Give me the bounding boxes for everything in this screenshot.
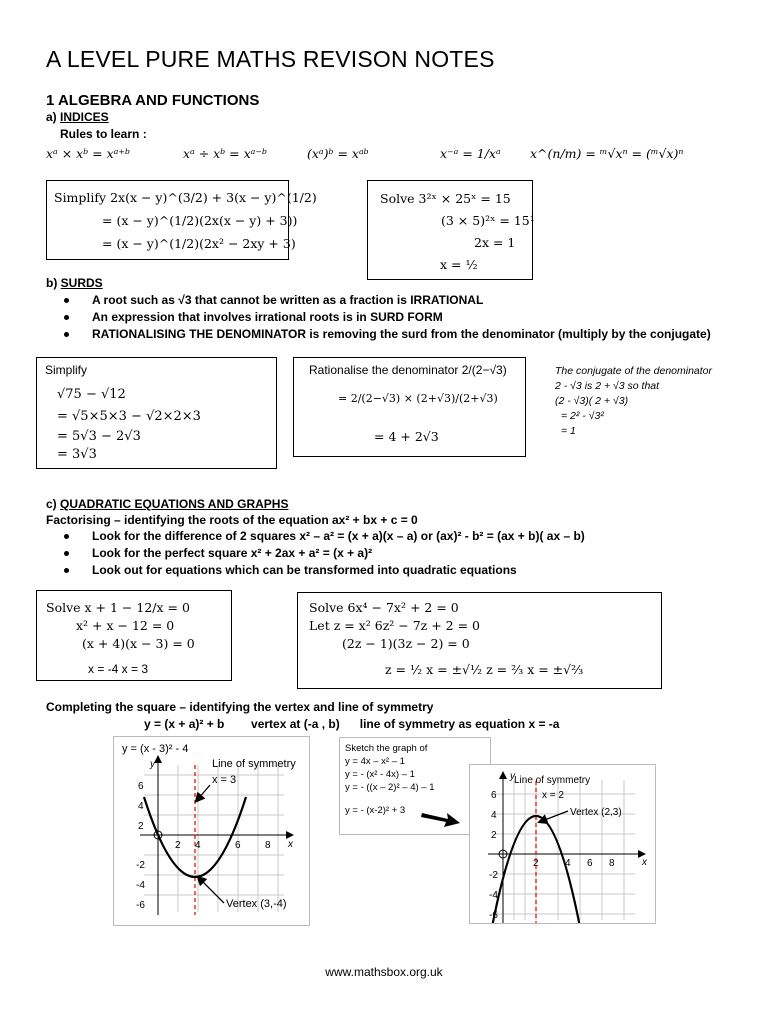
- graph2-vertex-label: Vertex (2,3): [570, 807, 622, 818]
- footer-url: www.mathsbox.org.uk: [325, 965, 443, 979]
- graph1-xtick: 2: [175, 840, 181, 851]
- surds-bullet: RATIONALISING THE DENOMINATOR is removing the surd from the denominator (multiply by the conjugate): [64, 326, 711, 343]
- surds-bullet: A root such as √3 that cannot be written as a fraction is IRRATIONAL: [64, 292, 711, 309]
- graph2-svg: [470, 765, 655, 923]
- graph1-arrow: [198, 785, 210, 799]
- surds-ex1-line4: = 5√3 − 2√3: [57, 429, 141, 444]
- quad-ex2-line4: z = ½ x = ±√½ z = ⅔ x = ±√⅔: [385, 662, 584, 677]
- graph1-ytick: 6: [138, 781, 144, 792]
- graph2-x-label: x: [642, 857, 647, 868]
- indices-ex2-line1: Solve 3²ˣ × 25ˣ = 15: [380, 191, 511, 206]
- graph1-grid: [144, 765, 284, 912]
- quadratics-bullet: Look for the difference of 2 squares x² – a² = (x + a)(x – a) or (ax)² - b² = (ax + b)( ax – b): [64, 528, 585, 545]
- surds-ex1-line1: Simplify: [45, 363, 88, 377]
- quad-ex1-line3: (x + 4)(x − 3) = 0: [82, 636, 195, 651]
- factorising-line: Factorising – identifying the roots of the equation ax² + bx + c = 0: [46, 513, 418, 527]
- surds-ex1-line3: = √5×5×3 − √2×2×3: [57, 409, 201, 424]
- graph2-xtick: 2: [533, 858, 539, 869]
- graph2-y-label: y: [510, 771, 515, 782]
- graph1-ytick: -6: [136, 900, 145, 911]
- graph-vertex-min: [113, 736, 310, 926]
- quadratics-heading: c) QUADRATIC EQUATIONS AND GRAPHS: [46, 497, 289, 511]
- graph1-x-label: x: [288, 839, 293, 850]
- conjugate-note: The conjugate of the denominator 2 - √3 is 2 + √3 so that (2 - √3)( 2 + √3) = 2² - √3² = 1: [555, 365, 713, 437]
- graph1-ytick: -2: [136, 860, 145, 871]
- graph2-grid: [492, 780, 635, 920]
- graph2-ytick: -4: [489, 890, 498, 901]
- graph2-ytick: -2: [489, 870, 498, 881]
- sketch-line: y = - ((x – 2)² – 4) – 1: [345, 782, 435, 793]
- indices-ex1-line1: Simplify 2x(x − y)^(3/2) + 3(x − y)^(1/2): [54, 190, 317, 205]
- quad-ex2-line1: Solve 6x⁴ − 7x² + 2 = 0: [309, 600, 459, 615]
- indices-ex1-line3: = (x − y)^(1/2)(2x² − 2xy + 3): [102, 236, 296, 251]
- surds-ex1-line2: √75 − √12: [57, 387, 126, 402]
- graph2-ytick: 2: [491, 830, 497, 841]
- completing-square-line: Completing the square – identifying the vertex and line of symmetry: [46, 700, 434, 714]
- graph2-symmetry-label: Line of symmetry: [514, 775, 591, 786]
- quad-ex2-line2: Let z = x² 6z² − 7z + 2 = 0: [309, 618, 480, 633]
- index-rule-fractional: x^(n/m) = ᵐ√xⁿ = (ᵐ√x)ⁿ: [530, 146, 684, 161]
- graph1-vertex-arrow: [200, 879, 224, 903]
- graph1-svg: [114, 737, 309, 925]
- graph2-x-equals: x = 2: [542, 790, 564, 801]
- indices-ex2-line2: (3 × 5)²ˣ = 15¹: [441, 213, 535, 228]
- sketch-line: y = - (x² - 4x) – 1: [345, 769, 415, 780]
- page-title: A LEVEL PURE MATHS REVISON NOTES: [46, 46, 495, 72]
- graph2-xtick: 8: [609, 858, 615, 869]
- graph2-xtick: 6: [587, 858, 593, 869]
- indices-ex2-line3: 2x = 1: [474, 235, 516, 250]
- surds-bullet: An expression that involves irrational roots is in SURD FORM: [64, 309, 711, 326]
- graph1-ytick: 4: [138, 801, 144, 812]
- surds-heading: b) SURDS: [46, 276, 103, 290]
- graph-vertex-max: [469, 764, 656, 924]
- surds-bullet-list: [64, 292, 711, 343]
- graph1-ytick: 2: [138, 821, 144, 832]
- quadratics-bullet: Look out for equations which can be transformed into quadratic equations: [64, 562, 585, 579]
- quad-ex1-line2: x² + x − 12 = 0: [76, 618, 175, 633]
- graph1-xtick: 8: [265, 840, 271, 851]
- indices-heading: a) INDICES: [46, 110, 109, 124]
- sketch-arrow-icon: [420, 805, 462, 829]
- graph1-xtick: 6: [235, 840, 241, 851]
- quad-ex2-line3: (2z − 1)(3z − 2) = 0: [342, 636, 470, 651]
- quad-ex1-line1: Solve x + 1 − 12/x = 0: [46, 600, 190, 615]
- sketch-line: y = - (x-2)² + 3: [345, 805, 406, 816]
- quadratics-bullet: Look for the perfect square x² + 2ax + a² = (x + a)²: [64, 545, 585, 562]
- rules-label: Rules to learn :: [60, 127, 147, 141]
- section-heading-algebra: 1 ALGEBRA AND FUNCTIONS: [46, 92, 260, 109]
- index-rule-power: (xᵃ)ᵇ = xᵃᵇ: [307, 146, 369, 161]
- graph1-ytick: -4: [136, 880, 145, 891]
- surds-ex2-line2: = 2/(2−√3) × (2+√3)/(2+√3): [338, 392, 498, 405]
- indices-ex1-line2: = (x − y)^(1/2)(2x(x − y) + 3)): [102, 213, 298, 228]
- graph1-x-equals: x = 3: [212, 774, 237, 786]
- indices-ex2-line4: x = ½: [440, 257, 478, 272]
- graph2-ytick: -6: [489, 910, 498, 921]
- graph2-ytick: 4: [491, 810, 497, 821]
- surds-ex2-line3: = 4 + 2√3: [374, 429, 439, 444]
- graph1-title: y = (x - 3)² - 4: [122, 743, 189, 755]
- sketch-line: Sketch the graph of: [345, 743, 428, 754]
- graph2-xtick: 4: [565, 858, 571, 869]
- surds-ex2-line1: Rationalise the denominator 2/(2−√3): [309, 363, 507, 377]
- index-rule-negative: x⁻ᵃ = 1/xᵃ: [440, 146, 501, 161]
- sketch-line: y = 4x – x² – 1: [345, 756, 405, 767]
- index-rule-multiply: xᵃ × xᵇ = xᵃ⁺ᵇ: [46, 146, 130, 161]
- graph1-y-label: y: [150, 759, 155, 770]
- surds-ex1-line5: = 3√3: [57, 447, 97, 462]
- graph1-vertex-label: Vertex (3,-4): [226, 898, 287, 910]
- completing-square-formula: y = (x + a)² + b vertex at (-a , b) line of symmetry as equation x = -a: [144, 717, 560, 731]
- graph2-vertex-arrow: [542, 811, 568, 821]
- quad-ex1-line4: x = -4 x = 3: [88, 662, 149, 676]
- quadratics-bullet-list: [64, 528, 585, 579]
- index-rule-divide: xᵃ ÷ xᵇ = xᵃ⁻ᵇ: [183, 146, 267, 161]
- graph2-ytick: 6: [491, 790, 497, 801]
- graph1-xtick: 4: [195, 840, 201, 851]
- graph1-symmetry-label: Line of symmetry: [212, 758, 296, 770]
